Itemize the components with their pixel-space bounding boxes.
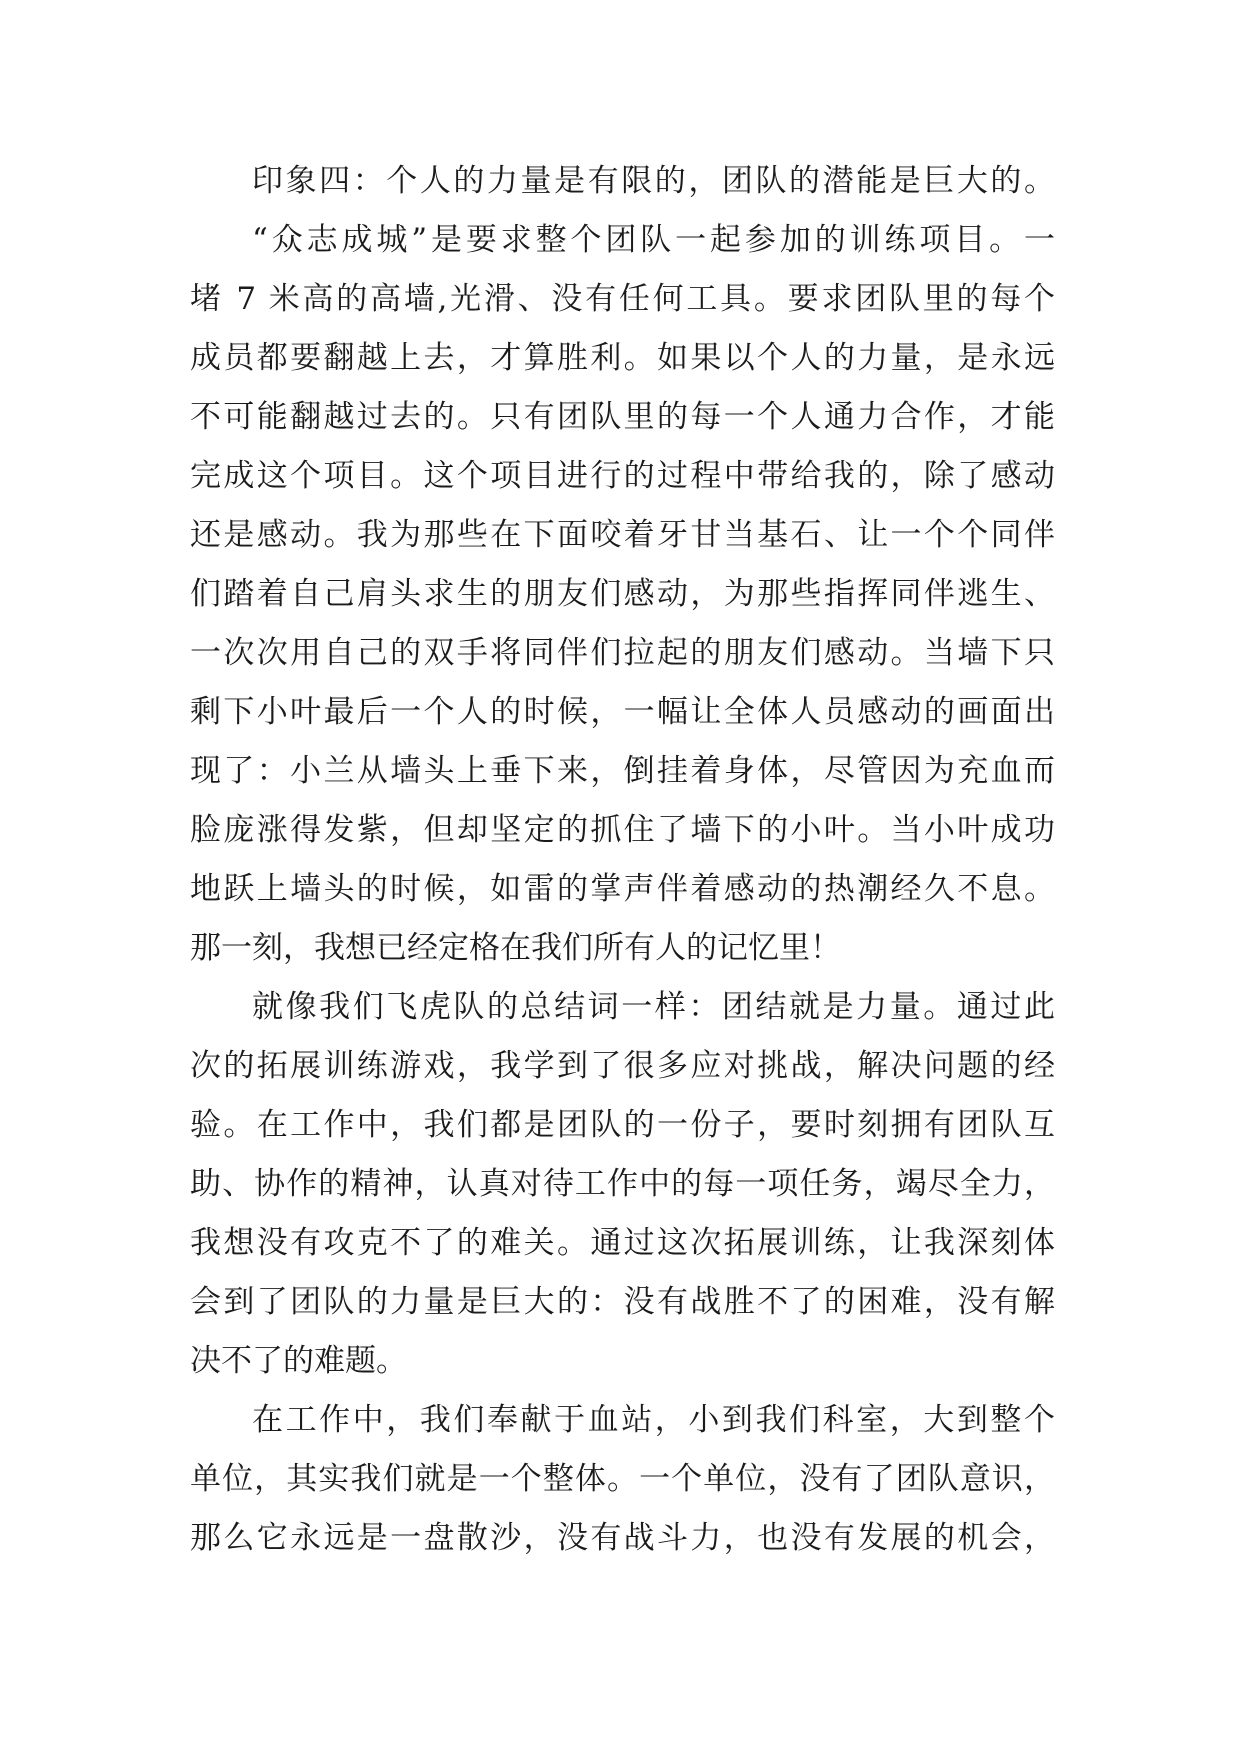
text-line: 那一刻，我想已经定格在我们所有人的记忆里！ bbox=[190, 930, 841, 966]
text-line: 还是感动。我为那些在下面咬着牙甘当基石、让一个个同伴 bbox=[190, 517, 1055, 553]
text-line: 成员都要翻越上去，才算胜利。如果以个人的力量，是永远 bbox=[190, 340, 1055, 376]
text-line: 地跃上墙头的时候，如雷的掌声伴着感动的热潮经久不息。 bbox=[190, 871, 1055, 907]
text-line: 那么它永远是一盘散沙，没有战斗力，也没有发展的机会， bbox=[190, 1520, 1055, 1556]
paragraph-work-unit bbox=[190, 1391, 1055, 1568]
paragraph-impression-four bbox=[190, 152, 1055, 211]
text-line: 决不了的难题。 bbox=[190, 1343, 407, 1379]
text-line: 单位，其实我们就是一个整体。一个单位，没有了团队意识， bbox=[190, 1461, 1055, 1497]
text-line: 脸庞涨得发紫，但却坚定的抓住了墙下的小叶。当小叶成功 bbox=[190, 812, 1055, 848]
document-body bbox=[190, 152, 1055, 1568]
text-line: 堵 7 米高的高墙,光滑、没有任何工具。要求团队里的每个 bbox=[190, 281, 1055, 317]
text-line: 在工作中，我们奉献于血站，小到我们科室，大到整个 bbox=[252, 1402, 1055, 1438]
text-line: 助、协作的精神，认真对待工作中的每一项任务，竭尽全力， bbox=[190, 1166, 1055, 1202]
text-line: 我想没有攻克不了的难关。通过这次拓展训练，让我深刻体 bbox=[190, 1225, 1055, 1261]
text-line: 验。在工作中，我们都是团队的一份子，要时刻拥有团队互 bbox=[190, 1107, 1055, 1143]
text-line: “众志成城”是要求整个团队一起参加的训练项目。一 bbox=[252, 222, 1055, 258]
text-line: 们踏着自己肩头求生的朋友们感动，为那些指挥同伴逃生、 bbox=[190, 576, 1055, 612]
text-line: 次的拓展训练游戏，我学到了很多应对挑战，解决问题的经 bbox=[190, 1048, 1055, 1084]
text-line: 印象四：个人的力量是有限的，团队的潜能是巨大的。 bbox=[252, 163, 1055, 199]
paragraph-team-summary bbox=[190, 978, 1055, 1391]
text-line: 剩下小叶最后一个人的时候，一幅让全体人员感动的画面出 bbox=[190, 694, 1055, 730]
text-line: 现了：小兰从墙头上垂下来，倒挂着身体，尽管因为充血而 bbox=[190, 753, 1055, 789]
text-line: 一次次用自己的双手将同伴们拉起的朋友们感动。当墙下只 bbox=[190, 635, 1055, 671]
text-line: 就像我们飞虎队的总结词一样：团结就是力量。通过此 bbox=[252, 989, 1055, 1025]
text-line: 完成这个项目。这个项目进行的过程中带给我的，除了感动 bbox=[190, 458, 1055, 494]
text-line: 不可能翻越过去的。只有团队里的每一个人通力合作，才能 bbox=[190, 399, 1055, 435]
text-line: 会到了团队的力量是巨大的：没有战胜不了的困难，没有解 bbox=[190, 1284, 1055, 1320]
paragraph-wall-challenge bbox=[190, 211, 1055, 978]
